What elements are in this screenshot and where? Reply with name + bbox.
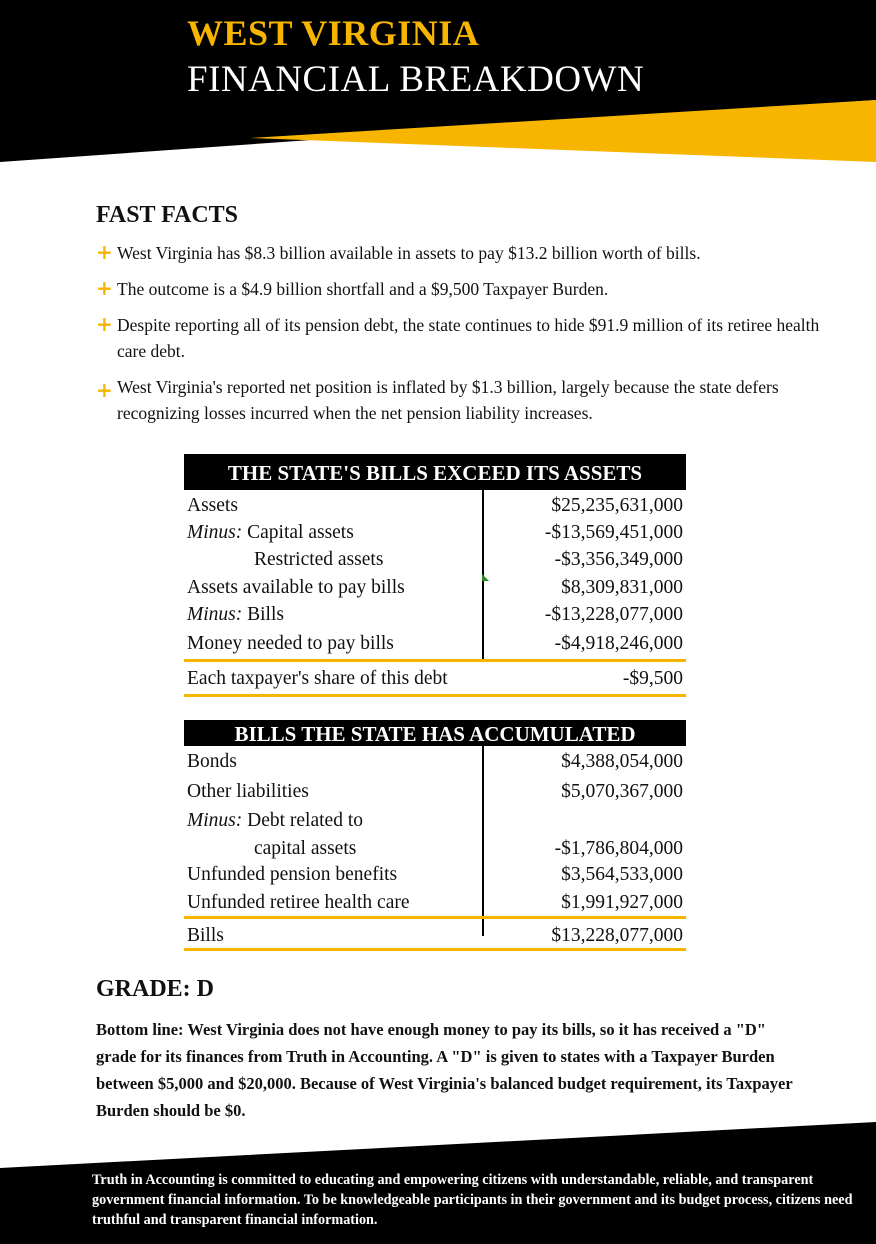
fact-item	[96, 240, 836, 266]
table-row	[184, 803, 686, 832]
row-label: Each taxpayer's share of this debt	[187, 668, 448, 689]
row-separator	[184, 948, 686, 951]
table-row	[184, 599, 686, 626]
row-value: -$1,786,804,000	[554, 838, 683, 859]
title-state: WEST VIRGINIA	[187, 13, 480, 53]
fast-facts-heading: FAST FACTS	[96, 202, 239, 228]
table-row	[184, 571, 686, 599]
bills-table	[184, 720, 686, 947]
assets-table-heading: THE STATE'S BILLS EXCEED ITS ASSETS	[184, 454, 686, 490]
fact-text: West Virginia has $8.3 billion available in assets to pay $13.2 billion worth of bills.	[117, 243, 701, 263]
fact-item	[96, 312, 836, 364]
table-row	[184, 886, 686, 914]
plus-icon: +	[96, 378, 113, 402]
row-label: Money needed to pay bills	[187, 633, 394, 654]
fact-item	[96, 374, 836, 426]
plus-icon: +	[96, 240, 113, 264]
table-row	[184, 544, 686, 571]
table-row	[184, 832, 686, 860]
row-value: -$13,228,077,000	[544, 604, 683, 625]
table-row	[184, 860, 686, 886]
table-row	[184, 490, 686, 517]
plus-icon: +	[96, 312, 113, 336]
row-value: $25,235,631,000	[551, 495, 683, 516]
title-subtitle: FINANCIAL BREAKDOWN	[187, 59, 645, 100]
fast-facts-list	[96, 240, 836, 436]
header-banner	[0, 0, 876, 170]
row-label: Assets available to pay bills	[187, 577, 405, 598]
row-value: -$4,918,246,000	[554, 633, 683, 654]
row-value: -$3,356,349,000	[554, 549, 683, 570]
row-label: Unfunded pension benefits	[187, 864, 398, 885]
grade-heading: GRADE: D	[96, 976, 214, 1002]
row-label: Bonds	[187, 751, 237, 772]
assets-table	[184, 454, 686, 690]
plus-icon: +	[96, 276, 113, 300]
footer-banner	[0, 1110, 876, 1244]
table-row	[184, 517, 686, 544]
row-label: Minus: Debt related to	[187, 810, 363, 831]
fact-text: The outcome is a $4.9 billion shortfall and a $9,500 Taxpayer Burden.	[117, 279, 609, 299]
bills-total-row	[184, 917, 686, 947]
row-label: Unfunded retiree health care	[187, 892, 410, 913]
table-row	[184, 746, 686, 773]
row-value: $3,564,533,000	[561, 864, 683, 885]
row-value: $13,228,077,000	[551, 925, 683, 946]
row-label: Assets	[187, 495, 238, 516]
cell-comment-marker	[482, 574, 489, 581]
row-value: $8,309,831,000	[561, 577, 683, 598]
row-value: $1,991,927,000	[561, 892, 683, 913]
fact-text: West Virginia's reported net position is inflated by $1.3 billion, largely because the state defers recognizing losses incurred when the net pension liability increases.	[117, 377, 779, 423]
row-label: Minus: Bills	[187, 604, 284, 625]
row-value: -$9,500	[622, 668, 683, 689]
bottom-line-text: Bottom line: West Virginia does not have enough money to pay its bills, so it has received a "D" grade for its finances from Truth in Accounting. A "D" is given to states with a Taxpayer Burden between $5,000 and $20,000. Because of West Virginia's balanced budget requirement, its Taxpayer Burden should be $0.	[96, 1020, 793, 1120]
table-row	[184, 626, 686, 655]
row-value: -$13,569,451,000	[544, 522, 683, 543]
row-separator	[184, 694, 686, 697]
fact-text: Despite reporting all of its pension debt, the state continues to hide $91.9 million of its retiree health care debt.	[117, 315, 820, 361]
row-value: $5,070,367,000	[561, 781, 683, 802]
bills-table-heading: BILLS THE STATE HAS ACCUMULATED	[184, 720, 686, 746]
row-label: Other liabilities	[187, 781, 309, 802]
row-label: Minus: Capital assets	[187, 522, 354, 543]
footer-text: Truth in Accounting is committed to educating and empowering citizens with understandable, reliable, and transparent government financial information. To be knowledgeable participants in their government and its budget process, citizens need truthful and transparent financial information.	[92, 1172, 853, 1228]
row-label: Bills	[187, 925, 224, 946]
taxpayer-share-row	[184, 660, 686, 690]
row-label: Restricted assets	[254, 549, 384, 570]
fact-item	[96, 276, 836, 302]
table-row	[184, 773, 686, 803]
row-label: capital assets	[254, 838, 357, 859]
row-value: $4,388,054,000	[561, 751, 683, 772]
